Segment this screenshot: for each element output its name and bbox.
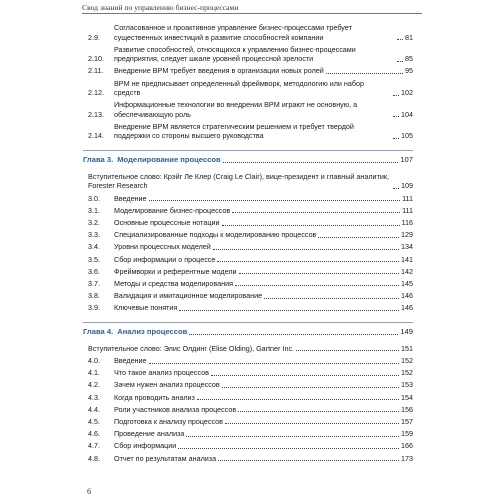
section-title: Внедрение BPM является стратегическим решением и требует твердой поддержки со стороны высшего руководства <box>114 121 354 141</box>
page-ref: 146 <box>401 291 413 301</box>
section-title: Когда проводить анализ <box>114 392 195 402</box>
foreword-title: Вступительное слово: Крэйг Ле Клер (Craig Le Clair), вице-президент и главный аналитик, Forester Research <box>88 171 390 191</box>
section-title: Отчет по результатам анализа <box>114 453 217 463</box>
dot-leader <box>397 39 403 40</box>
section-number: 4.7. <box>88 441 100 451</box>
page-ref: 104 <box>401 109 413 119</box>
section-title: Валидация и имитационное моделирование <box>114 291 263 301</box>
dot-leader <box>179 310 399 311</box>
section-title: Введение <box>114 356 147 365</box>
section-number: 4.1. <box>88 368 100 378</box>
dot-leader <box>222 387 399 388</box>
page-ref: 105 <box>401 131 413 141</box>
toc-entry-2-13[interactable] <box>83 100 413 119</box>
dot-leader <box>223 162 399 163</box>
section-number: 3.8. <box>88 291 100 301</box>
dot-leader <box>149 200 401 201</box>
toc-entry-4-1[interactable] <box>83 368 413 378</box>
dot-leader <box>318 237 399 238</box>
page-ref: 152 <box>401 356 413 365</box>
chapter-4-heading[interactable] <box>83 322 413 337</box>
toc-entry-3-2[interactable] <box>83 218 413 228</box>
page-ref: 145 <box>401 278 413 288</box>
dot-leader <box>393 95 399 96</box>
section-number: 4.4. <box>88 404 100 414</box>
page-ref: 109 <box>401 181 413 191</box>
section-title: Введение <box>114 193 147 203</box>
toc-entry-2-14[interactable] <box>83 122 413 141</box>
chapter-3-heading[interactable] <box>83 150 413 165</box>
page-ref: 149 <box>400 326 413 336</box>
dot-leader <box>211 375 399 376</box>
toc-entry-2-9[interactable] <box>83 23 413 42</box>
chapter-label: Глава 3. <box>83 154 114 164</box>
section-title: Зачем нужен анализ процессов <box>114 380 220 390</box>
dot-leader <box>397 61 403 62</box>
toc-entry-3-4[interactable] <box>83 242 413 252</box>
table-of-contents <box>83 23 413 466</box>
toc-entry-2-12[interactable] <box>83 79 413 98</box>
section-number: 2.12. <box>88 88 104 98</box>
section-title: Сбор информации <box>114 441 177 451</box>
page-ref: 111 <box>402 205 413 215</box>
page-ref: 107 <box>400 154 413 164</box>
toc-entry-3-7[interactable] <box>83 279 413 289</box>
section-number: 3.7. <box>88 278 100 288</box>
dot-leader <box>296 350 399 351</box>
toc-entry-3-1[interactable] <box>83 206 413 216</box>
page-ref: 154 <box>401 392 413 402</box>
dot-leader <box>393 138 399 139</box>
page-ref: 152 <box>401 368 413 378</box>
section-number: 4.6. <box>88 429 100 439</box>
toc-entry-2-10[interactable] <box>83 45 413 64</box>
page-ref: 134 <box>401 242 413 252</box>
dot-leader <box>222 225 400 226</box>
toc-entry-4-4[interactable] <box>83 405 413 415</box>
page-ref: 157 <box>401 416 413 426</box>
foreword-title: Вступительное слово: Элис Олдинг (Elise Olding), Gartner Inc. <box>88 343 295 353</box>
section-number: 3.6. <box>88 266 100 276</box>
dot-leader <box>232 212 400 213</box>
section-number: 2.10. <box>88 54 104 64</box>
dot-leader <box>264 298 399 299</box>
page-ref: 141 <box>401 254 413 264</box>
toc-entry-3-9[interactable] <box>83 303 413 313</box>
section-number: 3.1. <box>88 205 100 215</box>
toc-entry-3-8[interactable] <box>83 291 413 301</box>
toc-entry-4-7[interactable] <box>83 441 413 451</box>
page-ref: 95 <box>405 66 413 76</box>
section-number: 3.4. <box>88 242 100 252</box>
section-number: 2.11. <box>88 66 104 76</box>
toc-entry-4-2[interactable] <box>83 380 413 390</box>
toc-entry-3-5[interactable] <box>83 255 413 265</box>
dot-leader <box>149 363 399 364</box>
section-title: Специализированные подходы к моделированию процессов <box>114 230 317 240</box>
page-ref: 129 <box>401 230 413 240</box>
chapter-title: Моделирование процессов <box>117 154 221 164</box>
page-ref: 151 <box>401 343 413 353</box>
section-number: 4.2. <box>88 380 100 390</box>
page-ref: 102 <box>401 88 413 98</box>
toc-entry-4-3[interactable] <box>83 393 413 403</box>
section-title: Уровни процессных моделей <box>114 242 211 252</box>
dot-leader <box>218 460 399 461</box>
dot-leader <box>238 411 399 412</box>
page-ref: 146 <box>401 303 413 313</box>
dot-leader <box>217 261 399 262</box>
page-ref: 142 <box>401 266 413 276</box>
section-number: 4.8. <box>88 453 100 463</box>
section-title: Проведение анализа <box>114 429 185 439</box>
toc-entry-chapter-4-foreword[interactable] <box>83 344 413 354</box>
section-title: Развитие способностей, относящихся к управлению бизнес-процессами предприятия, следует шкале уровней процессной зрелости <box>114 44 356 64</box>
section-number: 4.0. <box>88 356 100 365</box>
section-title: Роли участников анализа процессов <box>114 404 237 414</box>
dot-leader <box>213 249 399 250</box>
dot-leader <box>235 285 399 286</box>
section-number: 3.0. <box>88 193 100 203</box>
section-title: Что такое анализ процессов <box>114 368 209 378</box>
dot-leader <box>393 188 399 189</box>
section-number: 3.5. <box>88 254 100 264</box>
dot-leader <box>393 116 399 117</box>
section-title: Основные процессные нотации <box>114 218 220 227</box>
section-number: 2.9. <box>88 32 100 42</box>
toc-entry-2-11[interactable] <box>83 66 413 76</box>
page-ref: 166 <box>401 441 413 451</box>
section-title: Подготовка к анализу процессов <box>114 416 223 426</box>
dot-leader <box>197 399 399 400</box>
section-title: Фреймворки и референтные модели <box>114 266 237 276</box>
page-ref: 81 <box>405 32 413 42</box>
section-title: Информационные технологии во внедрении BPM играют не основную, а обеспечивающую роль <box>114 100 358 119</box>
page-ref: 111 <box>402 193 413 203</box>
toc-entry-4-5[interactable] <box>83 417 413 427</box>
page-ref: 159 <box>401 429 413 439</box>
running-header: Свод знаний по управлению бизнес-процессами <box>82 3 422 14</box>
section-title: Методы и средства моделирования <box>114 278 234 288</box>
section-title: Сбор информации о процессе <box>114 254 216 264</box>
page-ref: 173 <box>401 453 413 463</box>
section-number: 3.2. <box>88 218 100 227</box>
section-number: 4.3. <box>88 392 100 402</box>
section-number: 3.9. <box>88 303 100 313</box>
page-ref: 156 <box>401 404 413 414</box>
dot-leader <box>326 73 403 74</box>
toc-entry-4-0[interactable] <box>83 356 413 366</box>
section-title: Моделирование бизнес-процессов <box>114 205 231 215</box>
toc-entry-3-3[interactable] <box>83 230 413 240</box>
dot-leader <box>178 448 399 449</box>
section-number: 3.3. <box>88 230 100 240</box>
dot-leader <box>186 436 399 437</box>
section-title: Согласованное и проактивное управление бизнес-процессами требует существенных инвестиций в развитие способностей компании <box>114 23 352 42</box>
page-ref: 116 <box>401 218 413 227</box>
toc-entry-4-8[interactable] <box>83 454 413 464</box>
page-ref: 153 <box>401 380 413 390</box>
section-number: 4.5. <box>88 416 100 426</box>
page-ref: 85 <box>405 54 413 64</box>
page-number: 6 <box>87 486 92 496</box>
chapter-title: Анализ процессов <box>117 326 188 336</box>
section-number: 2.13. <box>88 109 104 119</box>
dot-leader <box>225 423 399 424</box>
section-title: Внедрение BPM требует введения в организации новых ролей <box>114 66 324 76</box>
toc-entry-3-0[interactable] <box>83 194 413 204</box>
chapter-label: Глава 4. <box>83 326 114 336</box>
toc-entry-4-6[interactable] <box>83 429 413 439</box>
section-title: BPM не предписывает определенный фреймворк, методологию или набор средств <box>114 78 365 98</box>
section-number: 2.14. <box>88 131 104 141</box>
toc-entry-3-6[interactable] <box>83 267 413 277</box>
section-title: Ключевые понятия <box>114 303 178 313</box>
dot-leader <box>189 334 398 335</box>
dot-leader <box>239 273 399 274</box>
toc-entry-chapter-3-foreword[interactable] <box>83 172 413 191</box>
